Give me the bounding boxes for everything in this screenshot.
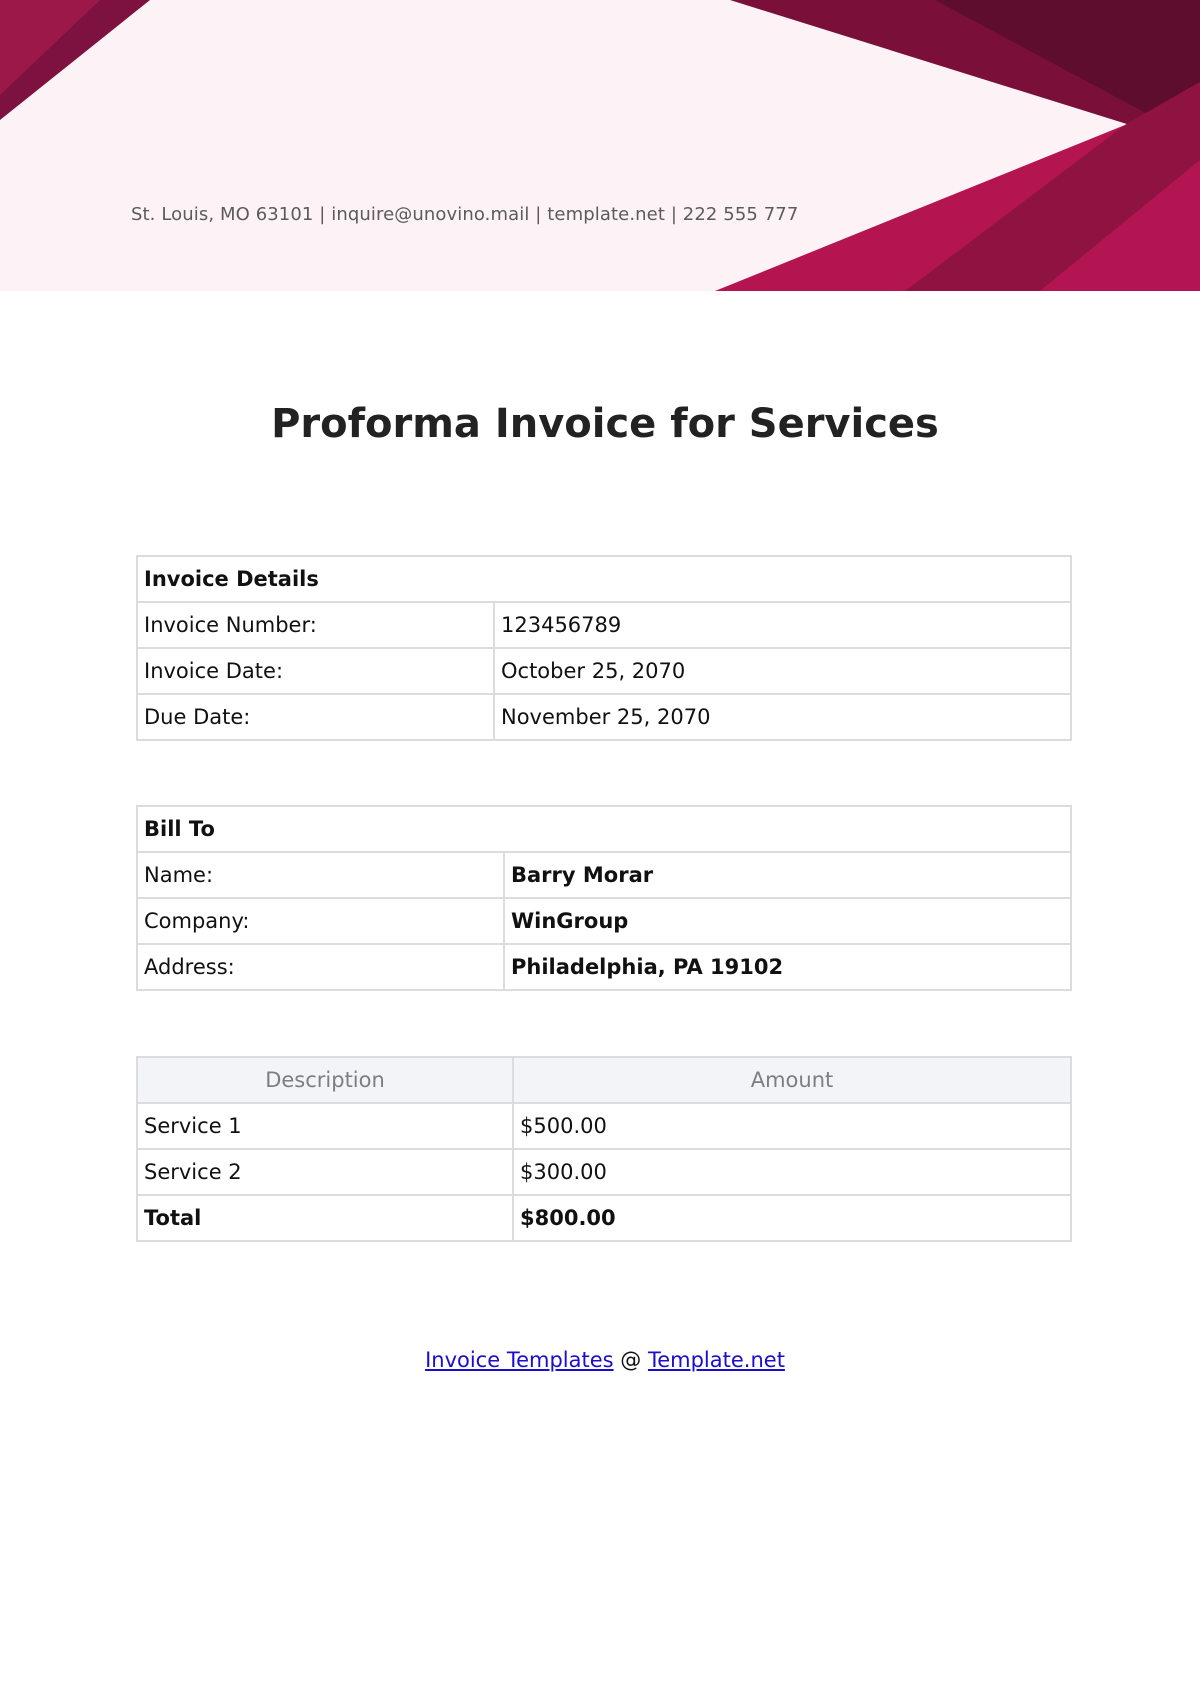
invoice-details-heading: Invoice Details (137, 556, 1071, 602)
bill-to-table (136, 805, 1072, 991)
address-label: Address: (137, 944, 504, 990)
invoice-number-label: Invoice Number: (137, 602, 494, 648)
table-row (137, 944, 1071, 990)
table-row (137, 806, 1071, 852)
item-description: Service 2 (137, 1149, 513, 1195)
header-banner (0, 0, 1200, 291)
page-title: Proforma Invoice for Services (271, 401, 939, 447)
table-row (137, 1103, 1071, 1149)
amount-column-header: Amount (513, 1057, 1071, 1103)
address-value: Philadelphia, PA 19102 (504, 944, 1071, 990)
company-value: WinGroup (504, 898, 1071, 944)
bill-to-heading: Bill To (137, 806, 1071, 852)
invoice-date-label: Invoice Date: (137, 648, 494, 694)
due-date-label: Due Date: (137, 694, 494, 740)
contact-line: St. Louis, MO 63101 | inquire@unovino.mail | template.net | 222 555 777 (131, 204, 799, 225)
table-row (137, 648, 1071, 694)
invoice-templates-link[interactable]: Invoice Templates (425, 1348, 614, 1372)
invoice-details-table (136, 555, 1072, 741)
table-row (137, 602, 1071, 648)
item-description: Service 1 (137, 1103, 513, 1149)
item-amount: $300.00 (513, 1149, 1071, 1195)
items-table (136, 1056, 1072, 1242)
table-header-row (137, 1057, 1071, 1103)
footer (0, 1348, 1200, 1372)
description-column-header: Description (137, 1057, 513, 1103)
total-label: Total (137, 1195, 513, 1241)
table-row (137, 1149, 1071, 1195)
table-row (137, 556, 1071, 602)
name-label: Name: (137, 852, 504, 898)
item-amount: $500.00 (513, 1103, 1071, 1149)
table-row (137, 852, 1071, 898)
total-row (137, 1195, 1071, 1241)
invoice-number-value: 123456789 (494, 602, 1071, 648)
invoice-date-value: October 25, 2070 (494, 648, 1071, 694)
template-net-link[interactable]: Template.net (647, 1348, 785, 1372)
header-decoration (0, 0, 1200, 291)
name-value: Barry Morar (504, 852, 1071, 898)
table-row (137, 694, 1071, 740)
due-date-value: November 25, 2070 (494, 694, 1071, 740)
table-row (137, 898, 1071, 944)
company-label: Company: (137, 898, 504, 944)
total-amount: $800.00 (513, 1195, 1071, 1241)
footer-separator: @ (620, 1348, 642, 1372)
